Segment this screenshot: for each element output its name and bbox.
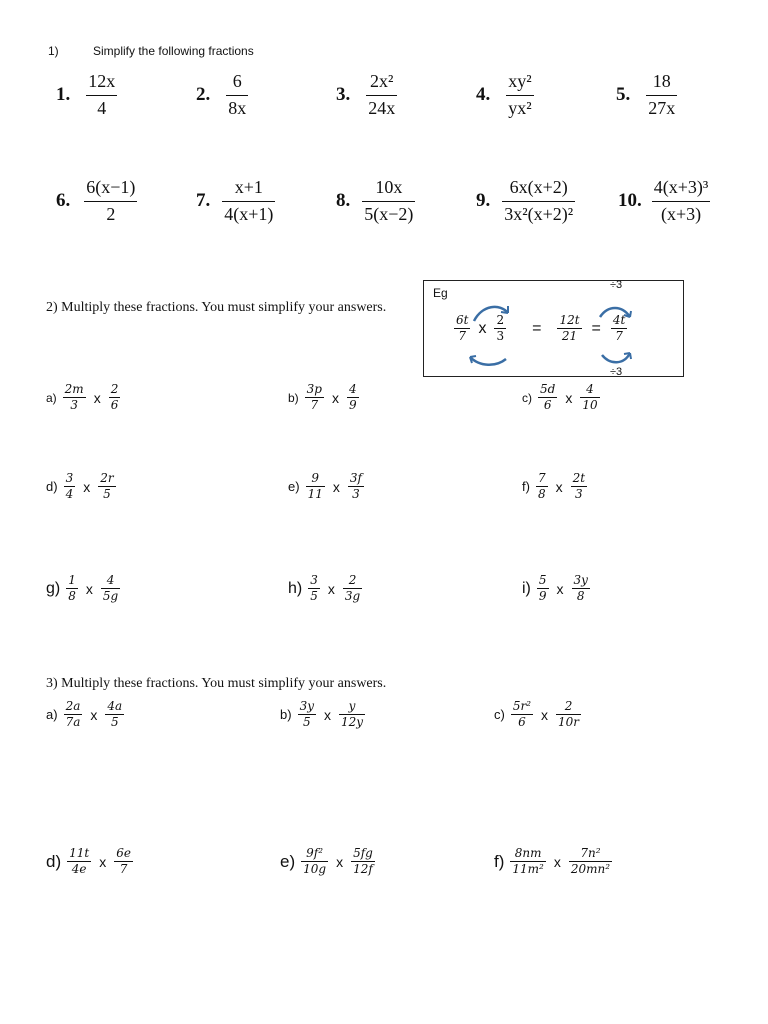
item-label: i) [522,579,531,597]
fraction-a-numerator: 8nm [514,846,542,860]
fraction-a-denominator: 8 [537,487,546,502]
example-times: x [478,319,487,337]
simplify-item-4 [476,72,534,119]
denominator: yx² [508,97,532,118]
item-label: f) [494,851,505,871]
numerator: 4(x+3)³ [653,177,709,197]
example-frac2-den: 3 [496,329,505,344]
fraction-b-denominator: 5 [103,487,111,502]
fraction-a-numerator: 5r² [512,699,532,713]
denominator: 27x [648,97,676,118]
numerator: 12x [88,71,116,91]
fraction-a-numerator: 3 [310,573,318,587]
fraction-a-denominator: 7a [65,715,81,730]
item-label: d) [46,851,62,871]
fraction-b-denominator: 3 [352,487,360,502]
fraction-b-denominator: 5g [102,589,119,604]
multiply-item [288,574,362,603]
fraction-b-denominator: 12f [353,862,373,877]
item-label: f) [522,479,530,495]
divide-top-label: ÷3 [610,279,623,291]
fraction-b-denominator: 20mn² [570,862,611,877]
example-equals-2: = [591,319,601,337]
item-label: e) [288,479,300,495]
item-label: 9. [476,190,491,212]
item-label: 7. [196,190,211,212]
example-equals-1: = [532,319,542,337]
denominator: 8x [228,97,247,118]
denominator: 4(x+1) [224,203,274,224]
times-sign: x [83,478,91,495]
fraction-a-denominator: 6 [543,398,552,413]
multiply-item [46,847,133,876]
item-label: c) [494,707,505,723]
fraction-a-numerator: 3 [65,471,74,485]
fraction-a-numerator: 9f² [306,846,324,860]
fraction-b-denominator: 7 [119,862,128,877]
fraction-b-denominator: 8 [576,589,585,604]
fraction-b-numerator: 4 [586,382,594,396]
times-sign: x [85,580,93,597]
multiply-item [522,472,587,501]
fraction-a-numerator: 7 [537,471,546,485]
simplify-item-1 [56,72,117,119]
fraction-b-numerator: y [348,699,356,713]
times-sign: x [541,706,549,723]
times-sign: x [323,706,331,723]
denominator: (x+3) [660,203,702,224]
fraction-b-denominator: 10r [558,715,580,730]
fraction-a-numerator: 1 [68,573,76,587]
item-label: a) [46,390,57,405]
fraction-a-numerator: 2m [64,382,84,396]
item-label: 2. [196,84,211,106]
times-sign: x [90,706,98,723]
fraction-b-numerator: 4 [106,573,115,587]
multiply-item [288,383,359,412]
fraction-b-numerator: 3f [349,471,362,485]
fraction-b-denominator: 9 [349,398,357,413]
simplify-item-6 [56,178,137,225]
fraction-b-numerator: 2t [572,471,586,485]
item-label: 1. [56,84,71,106]
simplify-item-7 [196,178,275,225]
item-label: b) [288,390,299,405]
times-sign: x [93,389,101,406]
numerator: 18 [652,71,671,91]
denominator: 5(x−2) [364,203,414,224]
fraction-a-denominator: 11m² [512,862,544,877]
fraction-b-denominator: 12y [340,715,364,730]
example-expression [454,314,627,343]
fraction-b-denominator: 3 [575,487,583,502]
fraction-a-denominator: 7 [310,398,319,413]
fraction-a-denominator: 10g [303,862,327,877]
item-label: 5. [616,84,631,106]
fraction-b-numerator: 2 [110,382,119,396]
item-label: b) [280,707,292,723]
times-sign: x [556,580,564,597]
item-label: c) [522,390,532,405]
multiply-item [280,700,365,729]
times-sign: x [555,478,563,495]
times-sign: x [332,389,339,406]
example-label: Eg [433,286,448,300]
arrow-left-bottom-icon [470,357,506,365]
fraction-b-numerator: 4 [349,382,357,396]
fraction-b-denominator: 10 [582,398,598,413]
fraction-b-numerator: 4a [107,699,123,713]
simplify-item-3 [336,72,397,119]
denominator: 4 [97,97,107,118]
simplify-item-9 [476,178,575,225]
simplify-item-8 [336,178,415,225]
times-sign: x [565,389,573,406]
numerator: x+1 [234,177,263,197]
divide-bottom-label: ÷3 [610,366,623,378]
times-sign: x [332,478,340,495]
multiply-item [46,472,116,501]
multiply-item [46,700,124,729]
section2-heading: 2) Multiply these fractions. You must simplify your answers. [46,300,387,315]
fraction-b-numerator: 3y [573,573,588,587]
simplify-item-5 [616,72,677,119]
example-frac3-num: 12t [559,313,580,327]
section3-heading: 3) Multiply these fractions. You must simplify your answers. [46,676,387,691]
fraction-a-numerator: 3p [306,382,322,396]
fraction-a-numerator: 2a [65,699,81,713]
fraction-a-denominator: 6 [518,715,526,730]
fraction-a-denominator: 4 [65,487,74,502]
fraction-a-denominator: 8 [68,589,76,604]
item-label: 4. [476,84,491,106]
item-label: 6. [56,190,71,212]
example-frac1-den: 7 [458,329,467,344]
item-label: g) [46,579,61,597]
numerator: 6 [232,71,242,91]
denominator: 2 [106,203,116,224]
fraction-b-numerator: 2r [100,471,114,485]
example-frac3-den: 21 [561,329,578,344]
times-sign: x [553,853,561,870]
item-label: e) [280,851,296,871]
fraction-a-denominator: 9 [538,589,547,604]
example-frac4-den: 7 [615,329,623,344]
fraction-a-numerator: 5 [538,573,547,587]
fraction-b-denominator: 6 [110,398,119,413]
fraction-b-numerator: 2 [564,699,573,713]
numerator: 6(x−1) [86,177,136,197]
numerator: 6x(x+2) [509,177,568,197]
denominator: 24x [368,97,396,118]
times-sign: x [99,853,107,870]
simplify-item-2 [196,72,248,119]
fraction-a-numerator: 5d [540,382,556,396]
numerator: 2x² [370,71,394,91]
fraction-a-numerator: 3y [299,699,314,713]
fraction-a-numerator: 9 [311,471,320,485]
fraction-b-numerator: 6e [116,846,131,860]
item-label: 8. [336,190,351,212]
fraction-b-numerator: 7n² [580,846,601,860]
times-sign: x [327,580,335,597]
fraction-a-numerator: 11t [69,846,90,860]
fraction-b-numerator: 2 [348,573,357,587]
times-sign: x [336,853,344,870]
multiply-item [280,847,375,876]
item-label: d) [46,479,58,495]
item-label: h) [288,579,303,597]
simplify-item-10 [618,178,710,225]
multiply-item [522,574,590,603]
multiply-item [522,383,600,412]
numerator: xy² [508,71,532,91]
fraction-a-denominator: 3 [70,398,78,413]
multiply-item [494,700,581,729]
section1-heading: Simplify the following fractions [93,44,254,58]
fraction-b-numerator: 5fg [353,846,373,860]
item-label: a) [46,707,58,723]
fraction-b-denominator: 5 [110,715,119,730]
fraction-a-denominator: 4e [71,862,87,877]
example-frac2-num: 2 [496,313,505,327]
numerator: 10x [375,177,403,197]
fraction-a-denominator: 5 [310,589,318,604]
multiply-item [46,383,120,412]
multiply-item [494,847,612,876]
multiply-item [46,574,120,603]
fraction-a-denominator: 5 [302,715,311,730]
section1-number: 1) [48,44,59,58]
fraction-b-denominator: 3g [344,589,361,604]
denominator: 3x²(x+2)² [504,203,574,224]
item-label: 10. [618,190,642,212]
fraction-a-denominator: 11 [307,487,323,502]
item-label: 3. [336,84,351,106]
example-box [423,280,684,377]
multiply-item [288,472,364,501]
example-frac4-num: 4t [612,313,626,327]
example-frac1-num: 6t [456,313,469,327]
